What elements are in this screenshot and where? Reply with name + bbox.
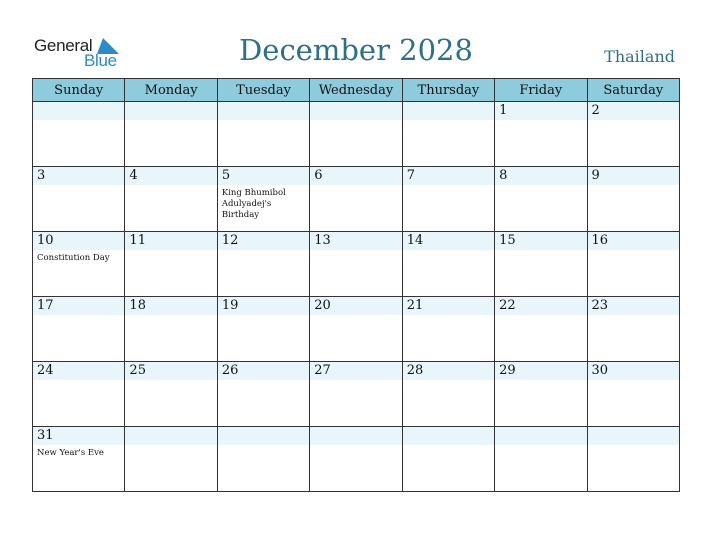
day-cell [33,167,125,232]
weekday-header-row [33,79,680,102]
day-cell [33,297,125,362]
day-number: 20 [314,298,331,313]
day-number [403,427,494,445]
day-number: 14 [406,233,424,248]
day-cell [125,232,217,297]
day-cell [402,297,494,362]
day-number: 13 [314,233,331,248]
day-number: 28 [406,363,424,378]
day-cell [125,297,217,362]
day-number: 17 [37,298,54,313]
day-cell [217,232,309,297]
day-cell [495,232,587,297]
day-number [218,427,309,445]
day-number: 30 [591,363,609,378]
week-row [33,297,680,362]
day-cell [587,102,679,167]
day-cell [402,362,494,427]
day-number: 6 [314,168,323,183]
day-cell [402,167,494,232]
weekday-header: Sunday [33,79,125,102]
day-cell [217,297,309,362]
holiday-label: New Year's Eve [37,448,104,458]
day-number [403,102,494,120]
day-number [125,102,216,120]
day-cell [310,102,402,167]
weekday-header: Tuesday [217,79,309,102]
day-cell [125,362,217,427]
day-cell [495,297,587,362]
weekday-header: Friday [495,79,587,102]
logo-blue-text: Blue [84,51,117,70]
day-number: 22 [499,298,516,313]
week-row [33,232,680,297]
day-cell [33,362,125,427]
week-row [33,167,680,232]
day-number: 23 [591,298,609,313]
day-cell [125,102,217,167]
day-number [125,427,216,445]
day-number: 11 [129,233,146,248]
day-number [218,102,309,120]
day-number: 12 [221,233,239,248]
day-number [33,102,124,120]
calendar-title: December 2028 [239,33,473,67]
day-cell [587,427,679,492]
day-cell [587,297,679,362]
day-number: 21 [406,298,424,313]
day-number [588,427,679,445]
weekday-header: Thursday [402,79,494,102]
day-cell [310,427,402,492]
day-cell [495,362,587,427]
day-cell [310,232,402,297]
week-row [33,362,680,427]
day-cell [33,102,125,167]
day-cell [217,102,309,167]
day-cell [310,362,402,427]
day-number: 2 [591,103,600,118]
week-row [33,427,680,492]
week-row [33,102,680,167]
day-number: 18 [129,298,146,313]
day-number: 19 [221,298,239,313]
calendar-grid [32,78,680,492]
day-cell [587,362,679,427]
country-label: Thailand [604,47,675,66]
day-number: 5 [221,168,231,183]
day-cell [495,167,587,232]
day-number: 27 [314,363,331,378]
day-number: 1 [499,103,508,118]
day-number: 8 [499,168,508,183]
weekday-header: Saturday [587,79,679,102]
day-cell [495,427,587,492]
day-number [495,427,586,445]
day-number: 16 [591,233,609,248]
day-cell [495,102,587,167]
day-cell [587,232,679,297]
day-number: 24 [37,363,54,378]
day-number: 31 [37,428,54,443]
day-number: 9 [591,168,600,183]
day-number: 10 [37,233,54,248]
day-cell [310,167,402,232]
day-cell [217,427,309,492]
day-number: 3 [37,168,46,183]
day-cell [217,362,309,427]
day-cell [587,167,679,232]
day-cell [33,427,125,492]
logo-general-text: General [34,36,93,55]
day-number [310,427,401,445]
day-number [310,102,401,120]
day-number: 26 [221,363,239,378]
day-number: 15 [499,233,516,248]
weekday-header: Wednesday [310,79,402,102]
day-number: 25 [129,363,146,378]
day-number: 4 [129,168,138,183]
day-cell [33,232,125,297]
day-cell [402,427,494,492]
day-cell [310,297,402,362]
weekday-header: Monday [125,79,217,102]
day-cell [125,167,217,232]
day-cell [402,102,494,167]
holiday-label: Constitution Day [37,253,110,263]
day-number: 7 [406,168,415,183]
day-cell [125,427,217,492]
day-cell [402,232,494,297]
holiday-label: King Bhumibol Adulyadej's Birthday [221,188,286,220]
day-number: 29 [499,363,516,378]
day-cell [217,167,309,232]
